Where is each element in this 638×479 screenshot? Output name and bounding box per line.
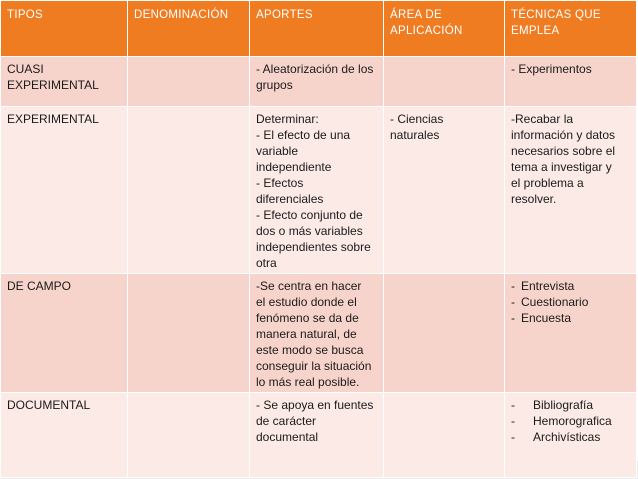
cell-line: el estudio donde el bbox=[256, 295, 357, 309]
cell-line: naturales bbox=[390, 128, 440, 142]
cell-line: este modo se busca bbox=[256, 343, 364, 357]
cell-line: CUASI bbox=[7, 62, 44, 76]
cell-line: - Aleatorización de los bbox=[256, 62, 374, 76]
cell-area bbox=[384, 107, 505, 274]
cell-area bbox=[384, 274, 505, 393]
cell-line: DOCUMENTAL bbox=[7, 398, 91, 412]
header-row bbox=[1, 1, 637, 57]
header-denominacion: DENOMINACIÓN bbox=[128, 1, 250, 57]
cell-tipo bbox=[1, 107, 128, 274]
header-tipos: TIPOS bbox=[1, 1, 128, 57]
cell-line: EXPERIMENTAL bbox=[7, 78, 99, 92]
cell-line: - Experimentos bbox=[511, 62, 592, 76]
cell-area bbox=[384, 393, 505, 478]
header-tecnicas-line: TÉCNICAS QUE bbox=[511, 9, 601, 21]
list-item-text: Archivísticas bbox=[533, 430, 601, 444]
cell-line: independientes sobre bbox=[256, 240, 371, 254]
cell-line: - Ciencias bbox=[390, 112, 444, 126]
cell-tecnicas bbox=[505, 393, 637, 478]
list-marker: - bbox=[511, 414, 515, 428]
cell-line: conseguir la situación bbox=[256, 359, 372, 373]
header-tecnicas-line: EMPLEA bbox=[511, 25, 560, 37]
cell-aportes bbox=[250, 274, 384, 393]
cell-tipo bbox=[1, 393, 128, 478]
cell-line: de carácter bbox=[256, 414, 317, 428]
cell-line: variable bbox=[256, 144, 299, 158]
cell-tecnicas bbox=[505, 57, 637, 107]
list-item bbox=[511, 294, 630, 310]
cell-aportes bbox=[250, 107, 384, 274]
list-item-text: Encuesta bbox=[521, 311, 572, 325]
header-area-line: APLICACIÓN bbox=[390, 25, 463, 37]
cell-line: - Se apoya en fuentes bbox=[256, 398, 374, 412]
cell-line: - Efecto conjunto de bbox=[256, 208, 363, 222]
cell-tecnicas bbox=[505, 274, 637, 393]
header-area-line: ÁREA DE bbox=[390, 9, 442, 21]
cell-line: manera natural, de bbox=[256, 327, 357, 341]
cell-line: -Recabar la bbox=[511, 112, 574, 126]
cell-line: -Se centra en hacer bbox=[256, 279, 362, 293]
cell-line: EXPERIMENTAL bbox=[7, 112, 99, 126]
cell-denominacion bbox=[128, 393, 250, 478]
cell-line: tema a investigar y bbox=[511, 160, 612, 174]
header-tecnicas bbox=[505, 1, 637, 57]
cell-line: necesarios sobre el bbox=[511, 144, 616, 158]
list-item-text: Bibliografía bbox=[533, 398, 594, 412]
cell-line: diferenciales bbox=[256, 192, 324, 206]
table-row bbox=[1, 107, 637, 274]
list-item bbox=[511, 429, 630, 445]
techniques-list bbox=[511, 278, 630, 326]
techniques-list bbox=[511, 397, 630, 445]
cell-line: otra bbox=[256, 256, 277, 270]
list-item-text: Cuestionario bbox=[521, 295, 589, 309]
list-marker: - bbox=[511, 430, 515, 444]
cell-line: documental bbox=[256, 430, 319, 444]
cell-line: dos o más variables bbox=[256, 224, 363, 238]
cell-line: resolver. bbox=[511, 192, 557, 206]
list-item-text: Hemorografica bbox=[533, 414, 612, 428]
cell-denominacion bbox=[128, 107, 250, 274]
cell-tecnicas bbox=[505, 107, 637, 274]
list-item bbox=[511, 397, 630, 413]
cell-line: el problema a bbox=[511, 176, 584, 190]
list-marker: - bbox=[511, 311, 515, 325]
list-item bbox=[511, 278, 630, 294]
list-item bbox=[511, 413, 630, 429]
list-marker: - bbox=[511, 295, 515, 309]
cell-line: información y datos bbox=[511, 128, 616, 142]
cell-aportes bbox=[250, 57, 384, 107]
list-marker: - bbox=[511, 279, 515, 293]
list-marker: - bbox=[511, 398, 515, 412]
cell-area bbox=[384, 57, 505, 107]
cell-denominacion bbox=[128, 274, 250, 393]
list-item bbox=[511, 310, 630, 326]
cell-tipo bbox=[1, 57, 128, 107]
cell-line: grupos bbox=[256, 78, 293, 92]
cell-line: - Efectos bbox=[256, 176, 304, 190]
header-area bbox=[384, 1, 505, 57]
cell-line: Determinar: bbox=[256, 112, 319, 126]
cell-line: lo más real posible. bbox=[256, 375, 360, 389]
cell-denominacion bbox=[128, 57, 250, 107]
table-row bbox=[1, 393, 637, 478]
cell-aportes bbox=[250, 393, 384, 478]
list-item-text: Entrevista bbox=[521, 279, 575, 293]
header-aportes: APORTES bbox=[250, 1, 384, 57]
table-row bbox=[1, 57, 637, 107]
cell-line: independiente bbox=[256, 160, 332, 174]
cell-line: - El efecto de una bbox=[256, 128, 351, 142]
cell-line: fenómeno se da de bbox=[256, 311, 359, 325]
cell-tipo bbox=[1, 274, 128, 393]
cell-line: DE CAMPO bbox=[7, 279, 72, 293]
table-row bbox=[1, 274, 637, 393]
